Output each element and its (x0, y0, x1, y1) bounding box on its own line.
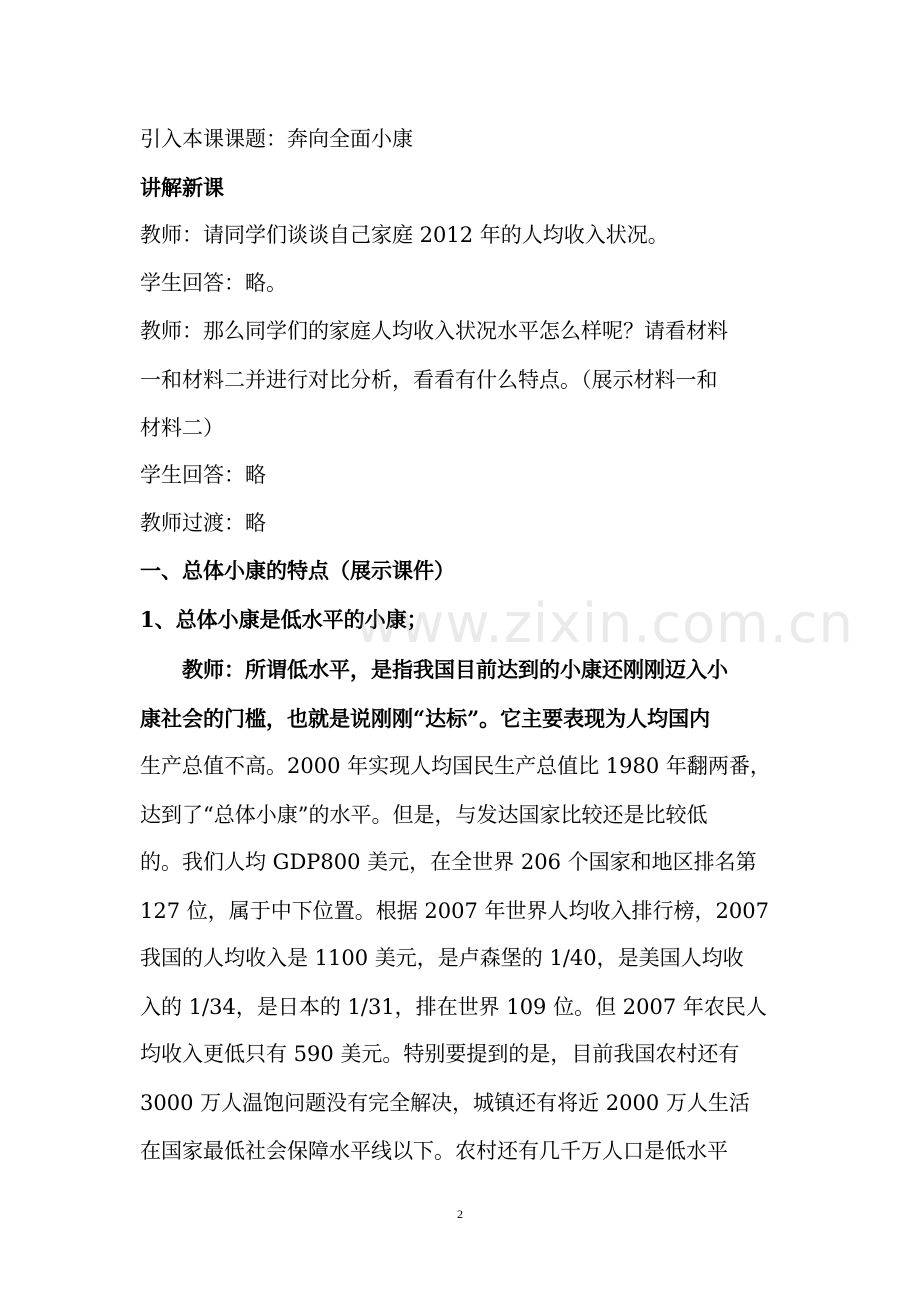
text-line: 一、总体小康的特点（展示课件） (140, 558, 455, 583)
text-line: 材料二） (140, 416, 224, 440)
text-line: 达到了“总体小康”的水平。但是，与发达国家比较还是比较低 (140, 803, 708, 827)
text-line: 教师：请同学们谈谈自己家庭 2012 年的人均收入状况。 (140, 223, 669, 247)
text-line: 一和材料二并进行对比分析，看看有什么特点。（展示材料一和 (140, 368, 718, 392)
text-line: 127 位，属于中下位置。根据 2007 年世界人均收入排行榜，2007 (140, 899, 769, 923)
text-line: 教师：那么同学们的家庭人均收入状况水平怎么样呢？请看材料 (140, 319, 728, 343)
text-line: 教师：所谓低水平，是指我国目前达到的小康还刚刚迈入小 (140, 657, 728, 682)
text-line: 讲解新课 (140, 175, 224, 200)
text-line: 引入本课课题：奔向全面小康 (140, 127, 413, 151)
text-line: 入的 1/34，是日本的 1/31，排在世界 109 位。但 2007 年农民人 (140, 995, 767, 1019)
text-line: 生产总值不高。2000 年实现人均国民生产总值比 1980 年翻两番， (140, 754, 771, 778)
text-line: 我国的人均收入是 1100 美元，是卢森堡的 1/40，是美国人均收 (140, 946, 744, 970)
text-line: 在国家最低社会保障水平线以下。农村还有几千万人口是低水平 (140, 1139, 728, 1163)
text-line: 康社会的门槛，也就是说刚刚“达标”。它主要表现为人均国内 (140, 706, 711, 731)
text-line: 3000 万人温饱问题没有完全解决，城镇还有将近 2000 万人生活 (140, 1091, 750, 1115)
text-line: 学生回答：略。 (140, 271, 287, 295)
text-line: 均收入更低只有 590 美元。特别要提到的是，目前我国农村还有 (140, 1042, 740, 1066)
text-line: 教师过渡：略 (140, 511, 266, 535)
page-number: 2 (457, 1207, 463, 1221)
text-line: 1、总体小康是低水平的小康； (140, 607, 428, 632)
watermark: www.zixin.com.cn (355, 592, 854, 655)
text-line: 的。我们人均 GDP800 美元，在全世界 206 个国家和地区排名第 (140, 850, 757, 874)
text-line: 学生回答：略 (140, 463, 266, 487)
